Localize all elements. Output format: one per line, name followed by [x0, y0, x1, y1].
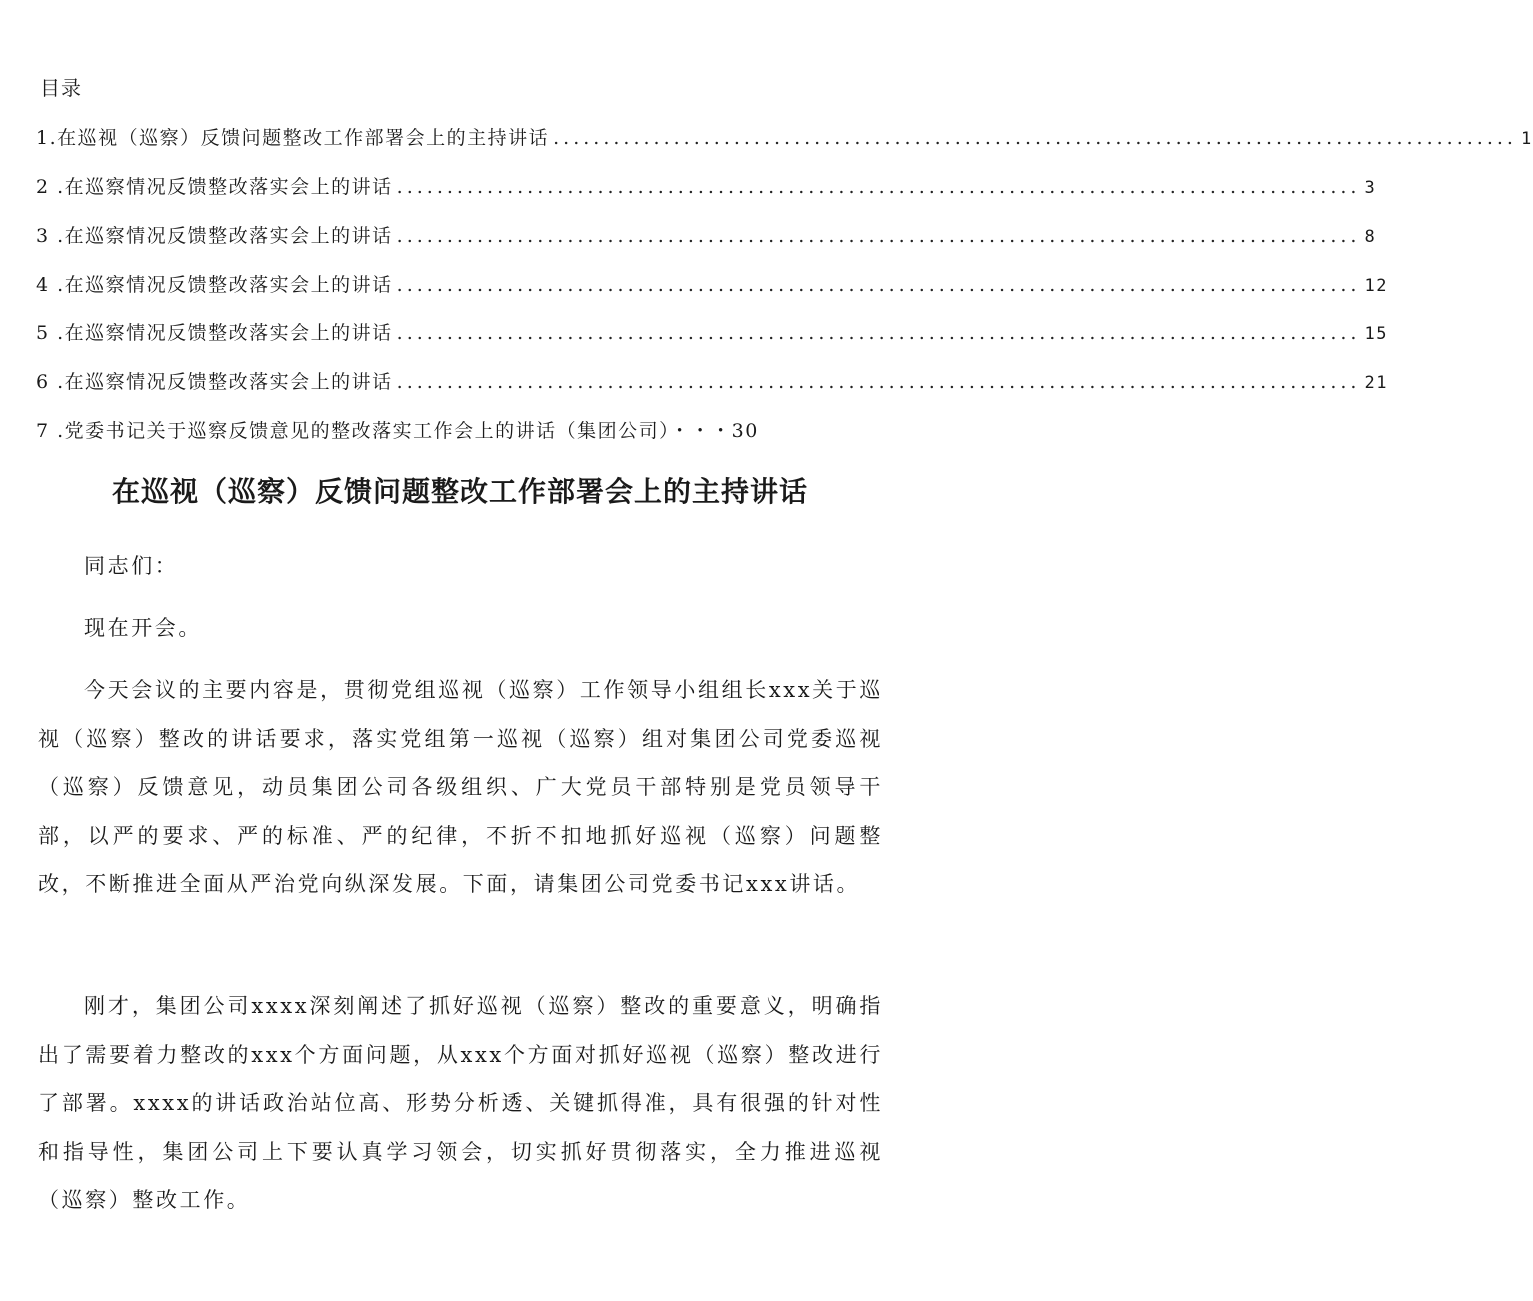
toc-entry-label: 5 .在巡察情况反馈整改落实会上的讲话 [36, 322, 393, 344]
toc-entry-page: 12 [1364, 276, 1388, 296]
toc-entry-label: 4 .在巡察情况反馈整改落实会上的讲话 [36, 274, 393, 296]
toc-entry[interactable] [36, 367, 1388, 397]
toc-entry-label: 2 .在巡察情况反馈整改落实会上的讲话 [36, 176, 393, 198]
toc-entry[interactable] [36, 123, 1533, 153]
greeting: 同志们： [84, 554, 179, 578]
toc-entry[interactable] [36, 318, 1388, 348]
toc-entry-label: 1.在巡视（巡察）反馈问题整改工作部署会上的主持讲话 [36, 127, 550, 149]
toc-leader-dots: ................................................................................................ [396, 225, 1361, 247]
toc-entry-label: 3 .在巡察情况反馈整改落实会上的讲话 [36, 225, 393, 247]
toc-leader-dots: ................................................................................................ [396, 274, 1361, 296]
toc-entry-page: 1 [1520, 129, 1533, 149]
body-paragraph-2: 刚才，集团公司xxxx深刻阐述了抓好巡视（巡察）整改的重要意义，明确指出了需要着力整改的xxx个方面问题，从xxx个方面对抓好巡视（巡察）整改进行了部署。xxxx的讲话政治站位高、形势分析透、关键抓得准，具有很强的针对性和指导性，集团公司上下要认真学习领会，切实抓好贯彻落实，全力推进巡视（巡察）整改工作。 [38, 994, 883, 1212]
toc-entry[interactable] [36, 416, 848, 446]
toc-leader-dots: ................................................................................................ [396, 176, 1361, 198]
toc-leader-dots: ................................................................................................ [396, 322, 1361, 344]
toc-entry[interactable] [36, 172, 1377, 202]
toc-entry[interactable] [36, 221, 1377, 251]
article-title: 在巡视（巡察）反馈问题整改工作部署会上的主持讲话 [111, 475, 808, 508]
toc-entry-label: 7 .党委书记关于巡察反馈意见的整改落实工作会上的讲话（集团公司）・・・30 [36, 420, 759, 442]
toc-entry-page: 21 [1364, 373, 1388, 393]
body-paragraph-1: 今天会议的主要内容是，贯彻党组巡视（巡察）工作领导小组组长xxx关于巡视（巡察）整改的讲话要求，落实党组第一巡视（巡察）组对集团公司党委巡视（巡察）反馈意见，动员集团公司各级组织、广大党员干部特别是党员领导干部，以严的要求、严的标准、严的纪律，不折不扣地抓好巡视（巡察）问题整改，不断推进全面从严治党向纵深发展。下面，请集团公司党委书记xxx讲话。 [38, 678, 883, 896]
toc-entry[interactable] [36, 270, 1388, 300]
toc-leader-dots: ................................................................................................ [396, 371, 1361, 393]
toc-title: 目录 [40, 76, 82, 100]
toc-entry-page: 8 [1364, 227, 1377, 247]
toc-entry-label: 6 .在巡察情况反馈整改落实会上的讲话 [36, 371, 393, 393]
toc-entry-page: 3 [1364, 178, 1377, 198]
opening-line: 现在开会。 [84, 616, 202, 640]
toc-leader-dots: ................................................................................................ [553, 127, 1517, 149]
toc-entry-page: 15 [1364, 324, 1388, 344]
